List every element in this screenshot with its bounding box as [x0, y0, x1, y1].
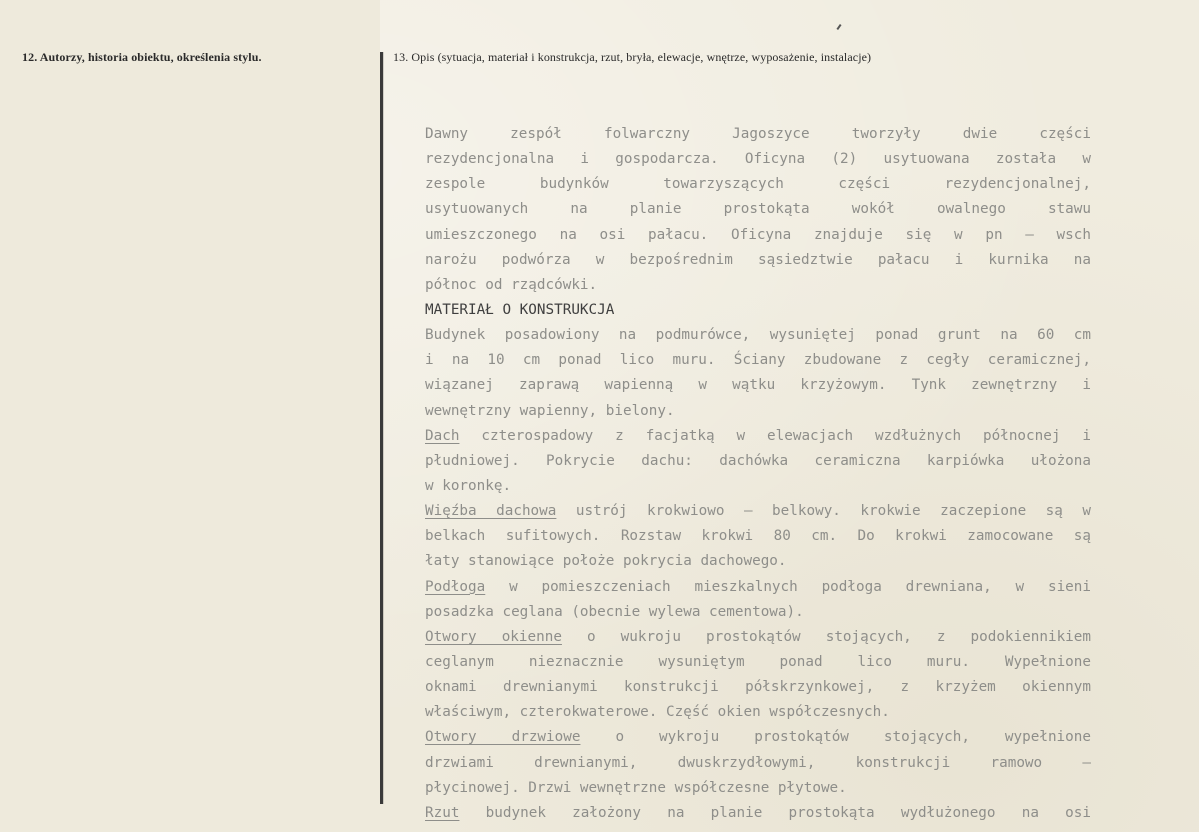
text-line: posadzka ceglana (obecnie wylewa cementowa).: [425, 603, 804, 620]
text-line: [425, 801, 1091, 826]
text-line: Dawny zespół folwarczny Jagoszyce tworzyły dwie części: [425, 126, 1091, 142]
text-line: drzwiami drewnianymi, dwuskrzydłowymi, konstrukcji ramowo –: [425, 754, 1091, 771]
text-line: wewnętrzny wapienny, bielony.: [425, 402, 675, 419]
text-line: narożu podwórza w bezpośrednim sąsiedztwie pałacu i kurnika na: [425, 251, 1091, 268]
field-13-label: 13. Opis (sytuacja, materiał i konstrukcja, rzut, bryła, elewacje, wnętrze, wyposażenie, instalacje): [393, 50, 872, 64]
text-line: [425, 725, 1091, 750]
text-line: Budynek posadowiony na podmurówce, wysuniętej ponad grunt na 60 cm: [425, 327, 1091, 344]
text-line: i na 10 cm ponad lico muru. Ściany zbudowane z cegły ceramicznej,: [425, 352, 1091, 369]
text-line: wiązanej zaprawą wapienną w wątku krzyżowym. Tynk zewnętrzny i: [425, 377, 1091, 394]
text-line: umieszczonego na osi pałacu. Oficyna znajduje się w pn – wsch: [425, 226, 1091, 243]
term-wiezba: Więźba dachowa: [425, 503, 557, 520]
section-heading: MATERIAŁ O KONSTRUKCJA: [425, 301, 615, 318]
text-line: północ od rządcówki.: [425, 276, 598, 293]
pen-mark: [836, 24, 841, 30]
text-line: łaty stanowiące położe pokrycia dachowego.: [425, 553, 787, 570]
text-fragment: ustrój krokwiowo – belkowy. krokwie zaczepione są w: [575, 503, 1091, 520]
text-line: płudniowej. Pokrycie dachu: dachówka ceramiczna karpiówka ułożona: [425, 452, 1091, 469]
description-text: [425, 122, 1091, 826]
text-line: płycinowej. Drzwi wewnętrzne współczesne płytowe.: [425, 779, 847, 796]
term-otwory-okienne: Otwory okienne: [425, 628, 562, 645]
text-line: oknami drewnianymi konstrukcji półskrzynkowej, z krzyżem okiennym: [425, 679, 1091, 696]
text-line: rezydencjonalna i gospodarcza. Oficyna (2) usytuowana została w: [425, 151, 1091, 168]
text-line: zespole budynków towarzyszących części rezydencjonalnej,: [425, 176, 1091, 193]
text-line: [425, 499, 1091, 524]
text-line: [425, 424, 1091, 449]
left-column: [0, 0, 380, 832]
text-line: [425, 625, 1091, 650]
text-fragment: czterospadowy z facjatką w elewacjach wzdłużnych północnej i: [481, 427, 1091, 444]
column-divider-shadow: [383, 52, 384, 804]
text-fragment: w pomieszczeniach mieszkalnych podłoga drewniana, w sieni: [509, 578, 1092, 595]
text-line: w koronkę.: [425, 477, 512, 494]
text-line: właściwym, czterokwaterowe. Część okien współczesnych.: [425, 704, 890, 721]
term-podloga: Podłoga: [425, 578, 486, 595]
text-line: ceglanym nieznacznie wysuniętym ponad lico muru. Wypełnione: [425, 653, 1091, 670]
term-dach: Dach: [425, 427, 460, 444]
text-line: usytuowanych na planie prostokąta wokół owalnego stawu: [425, 201, 1091, 218]
text-fragment: budynek założony na planie prostokąta wydłużonego na osi: [485, 804, 1091, 821]
text-line: belkach sufitowych. Rozstaw krokwi 80 cm. Do krokwi zamocowane są: [425, 528, 1091, 545]
text-fragment: o wykroju prostokątów stojących, wypełnione: [615, 729, 1091, 746]
text-line: [425, 575, 1091, 600]
field-12-label: 12. Autorzy, historia obiektu, określenia stylu.: [22, 50, 262, 64]
term-rzut: Rzut: [425, 804, 460, 821]
term-otwory-drzwiowe: Otwory drzwiowe: [425, 729, 581, 746]
text-fragment: o wukroju prostokątów stojących, z podokiennikiem: [587, 628, 1092, 645]
